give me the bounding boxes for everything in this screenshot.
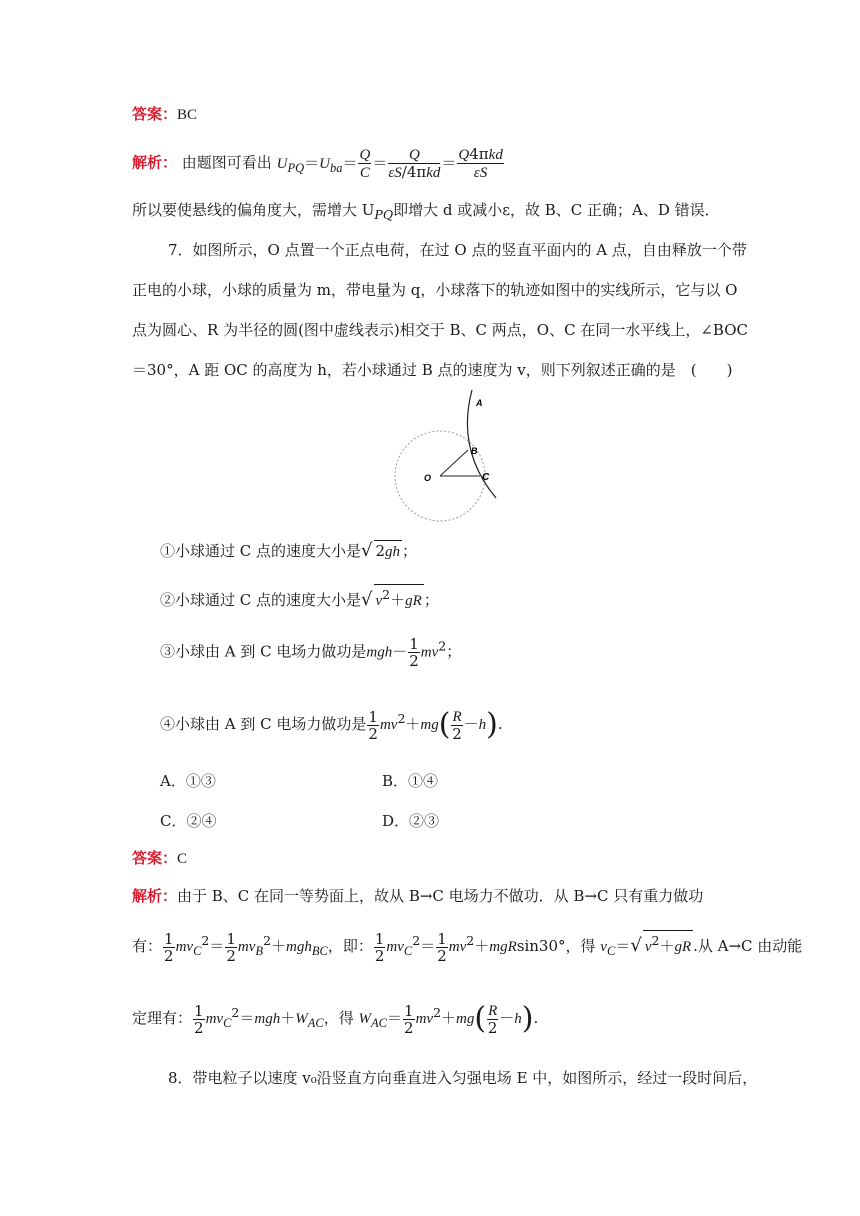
question-7-line1: 7．如图所示，O 点置一个正点电荷，在过 O 点的竖直平面内的 A 点，自由释放一个带 <box>168 241 747 259</box>
formula-upq: $U_{PQ}=U_{ba}=$ $\frac{Q}{C}$ ＝ $\frac{Q}{\text{εS/4πkd}}$ ＝ $\frac{\text{Q4πkd}}{\varepsilon S}$ <box>276 145 503 181</box>
answer-7 <box>132 848 187 869</box>
explanation-label: 解析： <box>132 153 178 172</box>
answer-value: C <box>177 851 188 867</box>
statement-1: ①小球通过 C 点的速度大小是√ 2gh ； <box>160 540 418 561</box>
answer-6 <box>132 104 197 125</box>
statement-3: ③小球由 A 到 C 电场力做功是mgh－ $\frac{1}{2}$ $mv^2$； <box>160 635 462 670</box>
label-o: O <box>424 473 432 483</box>
explanation-7-line1: 解析：由于 B、C 在同一等势面上，故从 B→C 电场力不做功．从 B→C 只有重力做功 <box>132 887 704 905</box>
explanation-7-line3: 定理有： $\frac{1}{2}$ $mv_C^2=mgh+W_{AC}$，得 $W_{AC}=$ $\frac{1}{2}$ $mv^2+mg$( $\frac{R}{2}$ －h). <box>132 1001 539 1037</box>
option-c: C．②④ <box>160 812 217 830</box>
line-ob <box>440 450 468 476</box>
physics-figure <box>388 390 508 526</box>
label-b: B <box>471 446 478 456</box>
explanation-text: 由题图可看出 <box>181 153 272 172</box>
explanation-label: 解析： <box>132 887 178 905</box>
explanation-6-line1 <box>132 146 505 181</box>
label-c: C <box>482 472 490 483</box>
statement-2: ②小球通过 C 点的速度大小是√ $v^2+gR$ ； <box>160 584 439 611</box>
answer-label: 答案： <box>132 105 178 123</box>
question-7-line4: ＝30°，A 距 OC 的高度为 h，若小球通过 B 点的速度为 v，则下列叙述正确的是 ( ) <box>132 361 733 379</box>
statement-4: ④小球由 A 到 C 电场力做功是 $\frac{1}{2}$ $mv^2+mg$( $\frac{R}{2}$ －h). <box>160 707 503 743</box>
explanation-6-line2: 所以要使悬线的偏角度大，需增大 $U_{PQ}$即增大 d 或减小ε，故 B、C 正确；A、D 错误． <box>132 201 720 222</box>
question-7-line2: 正电的小球，小球的质量为 m，带电量为 q，小球落下的轨迹如图中的实线所示，它与以 O <box>132 281 738 299</box>
label-a: A <box>476 398 483 408</box>
answer-label: 答案： <box>132 849 178 867</box>
option-b: B．①④ <box>382 772 439 790</box>
answer-value: BC <box>177 107 198 123</box>
explanation-7-line2: 有： $\frac{1}{2}$ $mv_C^2=$ $\frac{1}{2}$ $mv_B^2+mgh_{BC}$，即： $\frac{1}{2}$ $mv_C^2=$ $\frac{1}{2}$ $mv^2+mgRsin30^\circ$，得 $v_C=√$ $v^2+gR$ .从 A→C 由动能 <box>132 929 803 965</box>
question-8-line1: 8．带电粒子以速度 v₀沿竖直方向垂直进入匀强电场 E 中，如图所示，经过一段时间后， <box>168 1069 758 1087</box>
option-a: A．①③ <box>160 772 216 790</box>
question-7-line3: 点为圆心、R 为半径的圆(图中虚线表示)相交于 B、C 两点，O、C 在同一水平线上，∠BOC <box>132 321 748 339</box>
option-d: D．②③ <box>382 812 440 830</box>
